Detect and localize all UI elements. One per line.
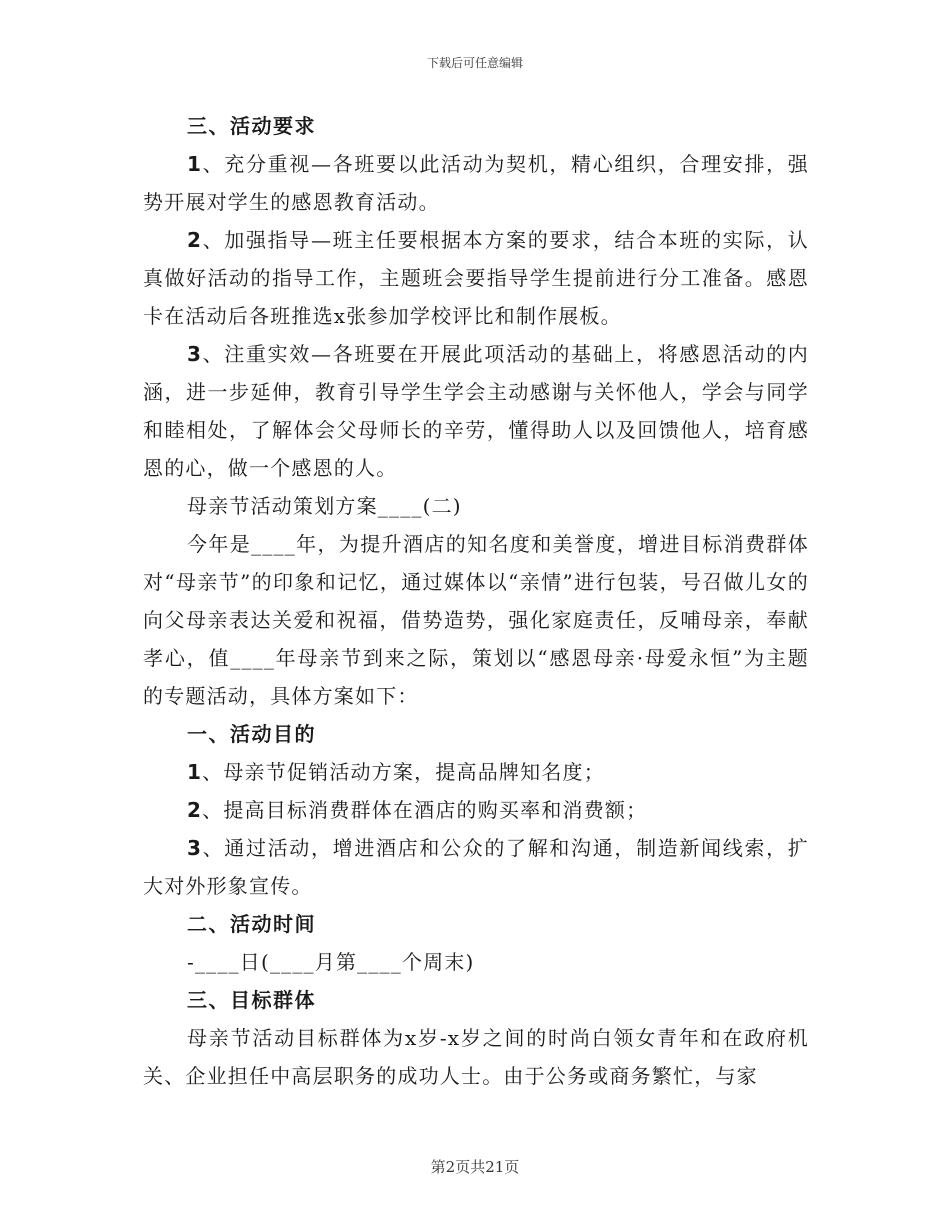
- item-text: 、注重实效—各班要在开展此项活动的基础上，将感恩活动的内涵，进一步延伸，教育引导学生学会主动感谢与关怀他人，学会与同学和睦相处，了解体会父母师长的辛劳，懂得助人以及回馈他人，培育感恩的心，做一个感恩的人。: [143, 342, 809, 480]
- item-number: 1: [187, 760, 203, 784]
- section-heading-requirements: 三、活动要求: [187, 114, 316, 138]
- requirement-item-1: [143, 145, 809, 221]
- intro-paragraph: 今年是____年，为提升酒店的知名度和美誉度，增进目标消费群体对“母亲节”的印象和记忆，通过媒体以“亲情”进行包装，号召做儿女的向父母亲表达关爱和祝福，借势造势，强化家庭责任，反哺母亲，奉献孝心，值____年母亲节到来之际，策划以“感恩母亲·母爱永恒”为主题的专题活动，具体方案如下：: [143, 532, 809, 708]
- document-body: [143, 107, 809, 1095]
- target-group-paragraph: 母亲节活动目标群体为x岁-x岁之间的时尚白领女青年和在政府机关、企业担任中高层职务的成功人士。由于公务或商务繁忙，与家: [143, 1026, 809, 1088]
- purpose-item-2: [143, 791, 809, 829]
- item-number: 2: [187, 228, 203, 252]
- item-number: 2: [187, 798, 203, 822]
- page-footer: 第2页共21页: [430, 1158, 520, 1176]
- page-header: 下载后可任意编辑: [426, 56, 523, 70]
- section-heading-purpose: 一、活动目的: [187, 722, 316, 746]
- time-paragraph: -____日(____月第____个周末): [187, 950, 475, 974]
- item-text: 、母亲节促销活动方案，提高品牌知名度；: [202, 760, 605, 784]
- requirement-item-2: [143, 221, 809, 335]
- purpose-item-1: [143, 753, 809, 791]
- item-number: 3: [187, 342, 203, 366]
- item-number: 1: [187, 152, 203, 176]
- item-text: 、充分重视—各班要以此活动为契机，精心组织，合理安排，强势开展对学生的感恩教育活动。: [143, 152, 809, 214]
- item-text: 、加强指导—班主任要根据本方案的要求，结合本班的实际，认真做好活动的指导工作，主题班会要指导学生提前进行分工准备。感恩卡在活动后各班推选x张参加学校评比和制作展板。: [143, 228, 809, 328]
- requirement-item-3: [143, 335, 809, 487]
- item-number: 3: [187, 836, 203, 860]
- purpose-item-3: [143, 829, 809, 905]
- section-heading-target-group: 三、目标群体: [187, 988, 316, 1012]
- section-heading-time: 二、活动时间: [187, 912, 316, 936]
- item-text: 、通过活动，增进酒店和公众的了解和沟通，制造新闻线索，扩大对外形象宣传。: [143, 836, 809, 898]
- item-text: 、提高目标消费群体在酒店的购买率和消费额；: [202, 798, 648, 822]
- plan-subtitle: 母亲节活动策划方案____(二): [187, 494, 462, 518]
